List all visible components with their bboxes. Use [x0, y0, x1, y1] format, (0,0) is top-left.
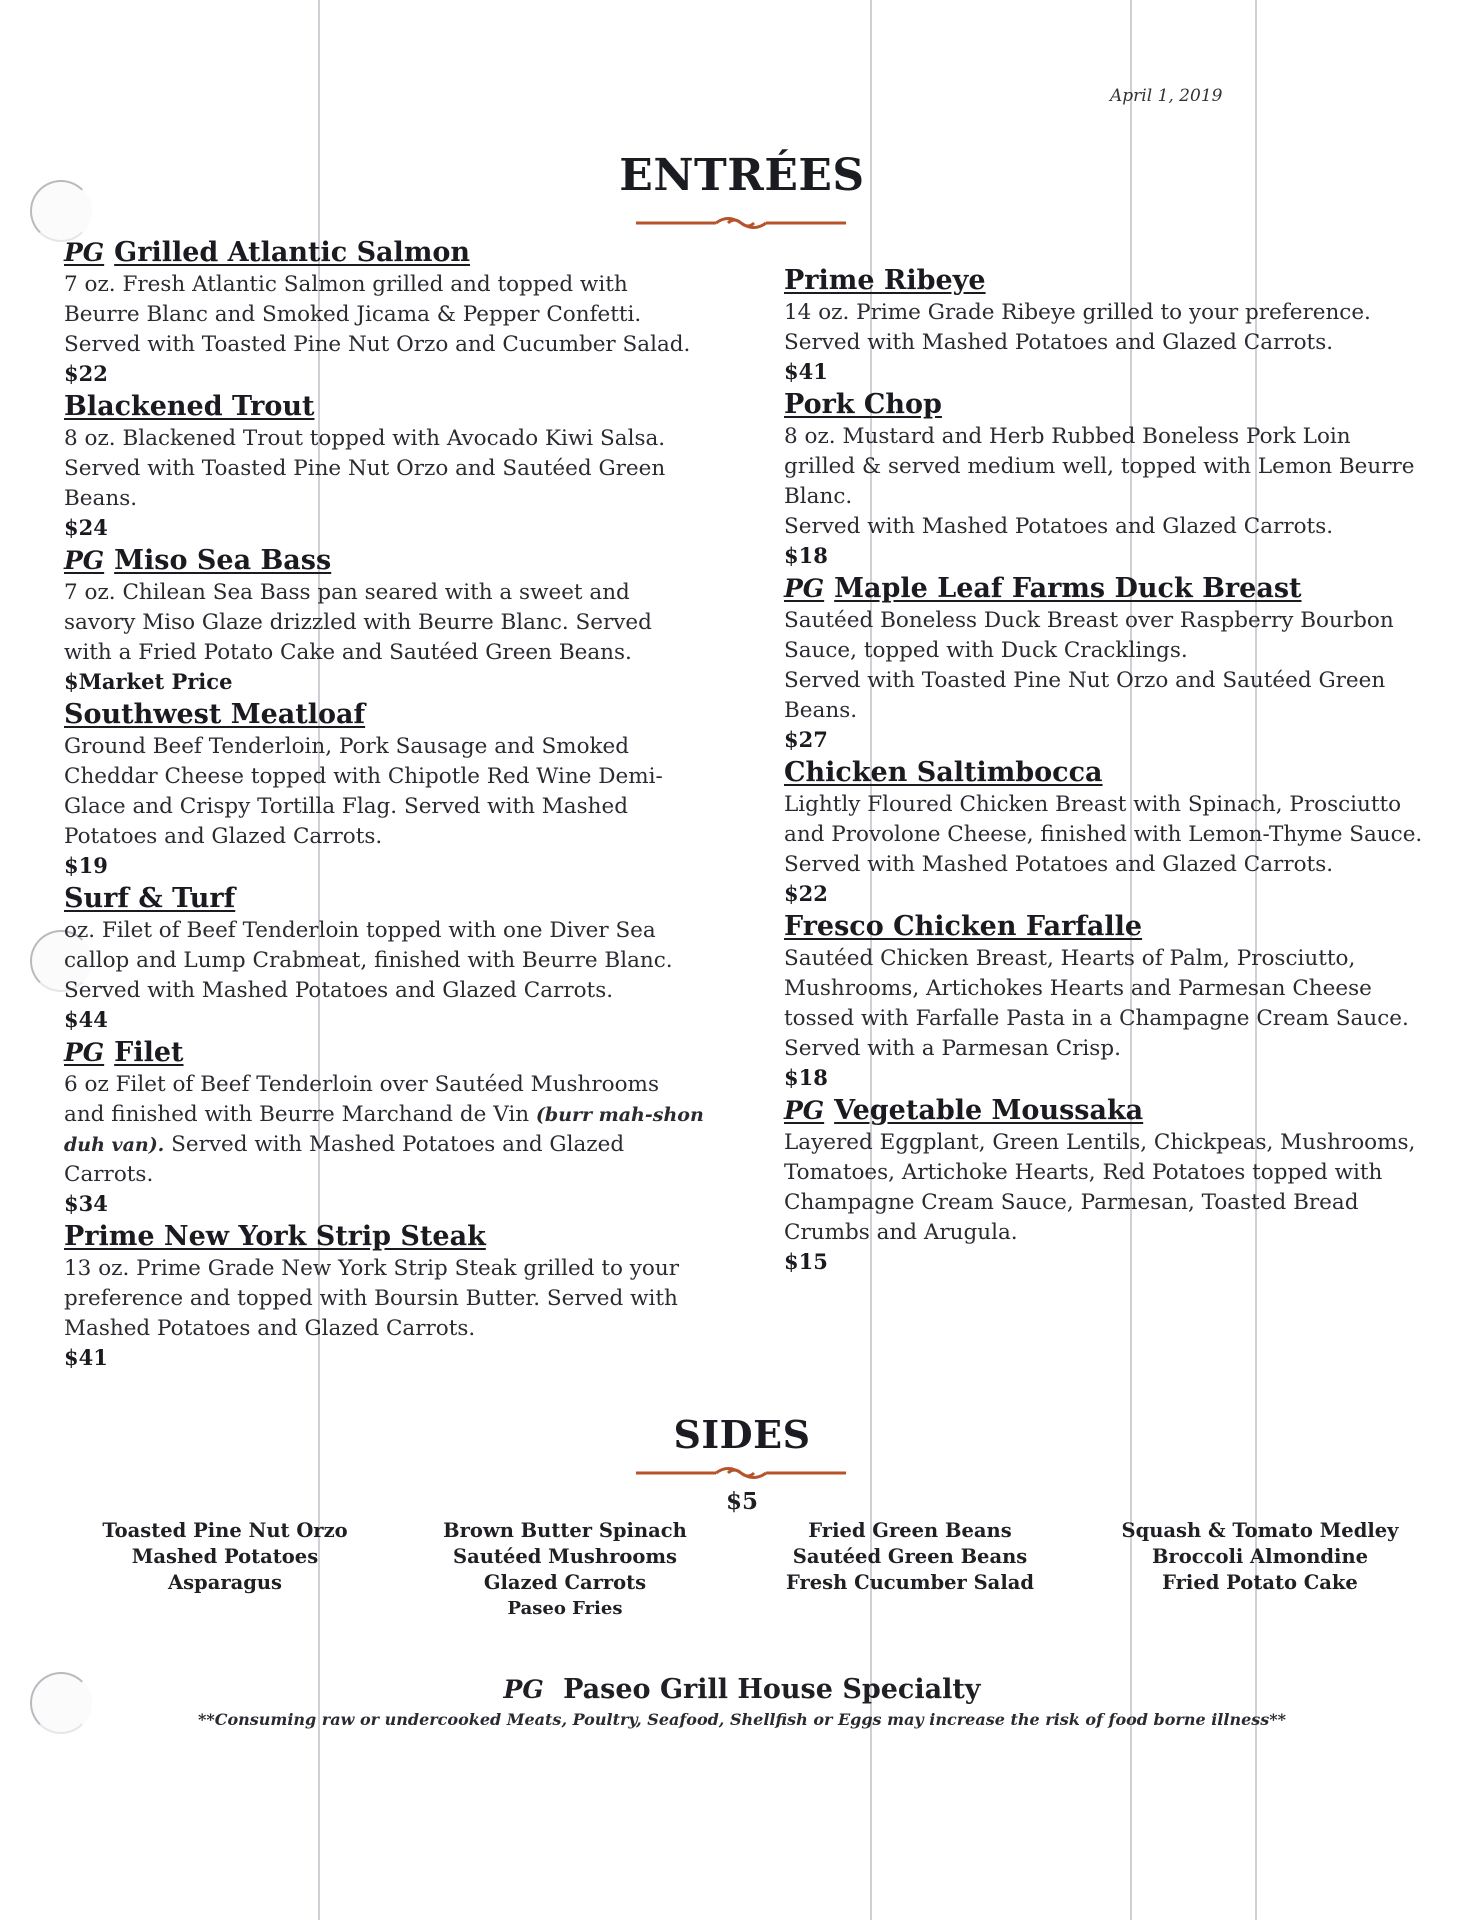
- menu-item-title: Pork Chop: [784, 389, 942, 420]
- description-text: Lightly Floured Chicken Breast with Spinach, Prosciutto and Provolone Cheese, finished with Lemon-Thyme Sauce.: [784, 792, 1423, 847]
- entrees-title: ENTRÉES: [619, 150, 865, 201]
- description-text: Sautéed Chicken Breast, Hearts of Palm, Prosciutto, Mushrooms, Artichokes Hearts and Parmesan Cheese tossed with Farfalle Pasta in a Champagne Cream Sauce.: [784, 946, 1409, 1031]
- side-dish: Fresh Cucumber Salad: [785, 1571, 1034, 1594]
- menu-item-price: $27: [784, 727, 828, 752]
- menu-item-price: $15: [784, 1249, 828, 1274]
- sides-title: SIDES: [673, 1412, 811, 1457]
- pg-logo-icon: PG: [784, 1096, 825, 1125]
- menu-item: [64, 390, 704, 544]
- menu-item: [64, 236, 704, 390]
- pg-logo-icon: PG: [503, 1675, 544, 1704]
- pg-logo-icon: PG: [64, 238, 105, 267]
- menu-item-price: $34: [64, 1191, 108, 1216]
- serving-note: Served with a Parmesan Crisp.: [784, 1036, 1121, 1061]
- menu-item-name: [784, 756, 1424, 790]
- menu-item-title: Grilled Atlantic Salmon: [114, 237, 471, 268]
- menu-item-name: [64, 236, 704, 270]
- side-dish: Squash & Tomato Medley: [1121, 1519, 1399, 1542]
- menu-item-title: Maple Leaf Farms Duck Breast: [834, 573, 1302, 604]
- menu-item: [64, 1036, 704, 1220]
- menu-item-price: $41: [784, 359, 828, 384]
- menu-item-title: Prime Ribeye: [784, 265, 986, 296]
- description-text: oz. Filet of Beef Tenderloin topped with one Diver Sea callop and Lump Crabmeat, finished with Beurre Blanc. Served with Mashed Potatoes and Glazed Carrots.: [64, 918, 673, 1003]
- description-text: 8 oz. Mustard and Herb Rubbed Boneless Pork Loin grilled & served medium well, topped with Lemon Beurre Blanc.: [784, 424, 1415, 509]
- menu-item-price: $Market Price: [64, 669, 233, 694]
- menu-item-name: [64, 390, 704, 424]
- pronunciation-note: (burr mah-shon duh van).: [64, 1104, 704, 1156]
- side-dish: Broccoli Almondine: [1151, 1545, 1369, 1568]
- description-text: 14 oz. Prime Grade Ribeye grilled to your preference. Served with Mashed Potatoes and Glazed Carrots.: [784, 300, 1371, 355]
- menu-item-price: $22: [64, 361, 108, 386]
- menu-item-price: $24: [64, 515, 108, 540]
- menu-item-name: [784, 388, 1424, 422]
- menu-item-title: Fresco Chicken Farfalle: [784, 911, 1143, 942]
- menu-item-description: [784, 298, 1424, 358]
- menu-item-name: [784, 910, 1424, 944]
- side-dish: Mashed Potatoes: [131, 1545, 319, 1568]
- ornament-divider-icon: [636, 212, 846, 234]
- menu-item-title: Prime New York Strip Steak: [64, 1221, 486, 1252]
- side-dish: Toasted Pine Nut Orzo: [102, 1519, 348, 1542]
- menu-item-description: [64, 578, 704, 668]
- menu-item-title: Southwest Meatloaf: [64, 699, 366, 730]
- side-dish: Fried Potato Cake: [1162, 1571, 1358, 1594]
- menu-item-name: [64, 1036, 704, 1070]
- entrees-left-column: [64, 236, 704, 1374]
- menu-item: [784, 1094, 1424, 1278]
- menu-item-name: [64, 882, 704, 916]
- sides-column: [100, 1518, 350, 1596]
- menu-item-description: [64, 916, 704, 1006]
- sides-column: [780, 1518, 1040, 1596]
- menu-item-description: [64, 424, 704, 514]
- menu-item-name: [64, 544, 704, 578]
- menu-item: [784, 756, 1424, 910]
- side-dish: Sautéed Green Beans: [792, 1545, 1028, 1568]
- side-dish: Fried Green Beans: [808, 1519, 1012, 1542]
- pg-logo-icon: PG: [64, 546, 105, 575]
- serving-note: Served with Mashed Potatoes and Glazed Carrots.: [784, 852, 1334, 877]
- menu-item-title: Blackened Trout: [64, 391, 315, 422]
- menu-item-title: Filet: [114, 1037, 184, 1068]
- menu-item-title: Miso Sea Bass: [114, 545, 332, 576]
- menu-item-name: [784, 1094, 1424, 1128]
- side-dish: Glazed Carrots: [483, 1571, 647, 1594]
- menu-item-name: [64, 698, 704, 732]
- menu-item-price: $18: [784, 1065, 828, 1090]
- menu-item: [64, 1220, 704, 1374]
- description-text: 8 oz. Blackened Trout topped with Avocado Kiwi Salsa. Served with Toasted Pine Nut Orzo and Sautéed Green Beans.: [64, 426, 666, 511]
- menu-date: April 1, 2019: [1110, 86, 1223, 106]
- menu-item-description: [64, 1254, 704, 1344]
- menu-item: [784, 264, 1424, 388]
- description-text: Ground Beef Tenderloin, Pork Sausage and Smoked Cheddar Cheese topped with Chipotle Red Wine Demi-Glace and Crispy Tortilla Flag. Served with Mashed Potatoes and Glazed Carrots.: [64, 734, 663, 849]
- entrees-right-column: [784, 264, 1424, 1278]
- sides-column: [1120, 1518, 1400, 1596]
- menu-item-description: [784, 422, 1424, 512]
- menu-item-description: [784, 1128, 1424, 1248]
- side-dish: Sautéed Mushrooms: [453, 1545, 677, 1568]
- menu-item-description: [64, 732, 704, 852]
- description-text: 13 oz. Prime Grade New York Strip Steak grilled to your preference and topped with Boursin Butter. Served with Mashed Potatoes and Glazed Carrots.: [64, 1256, 679, 1341]
- description-text: Sautéed Boneless Duck Breast over Raspberry Bourbon Sauce, topped with Duck Cracklings.: [784, 608, 1394, 663]
- menu-item-name: [64, 1220, 704, 1254]
- menu-item: [64, 882, 704, 1036]
- menu-item-description: [784, 606, 1424, 666]
- menu-item-description: [64, 1070, 704, 1190]
- specialty-legend: [0, 1674, 1484, 1705]
- sides-column: [440, 1518, 690, 1622]
- menu-item-description: [784, 944, 1424, 1034]
- description-text: 7 oz. Chilean Sea Bass pan seared with a sweet and savory Miso Glaze drizzled with Beurre Blanc. Served with a Fried Potato Cake and Sautéed Green Beans.: [64, 580, 652, 665]
- menu-item-title: Vegetable Moussaka: [834, 1095, 1144, 1126]
- side-dish: Asparagus: [167, 1571, 283, 1594]
- specialty-label: Paseo Grill House Specialty: [563, 1674, 981, 1705]
- menu-item-name: [784, 572, 1424, 606]
- menu-item: [64, 544, 704, 698]
- menu-item-title: Chicken Saltimbocca: [784, 757, 1103, 788]
- description-text: 7 oz. Fresh Atlantic Salmon grilled and topped with Beurre Blanc and Smoked Jicama & Pepper Confetti. Served with Toasted Pine Nut Orzo and Cucumber Salad.: [64, 272, 691, 357]
- menu-item: [784, 388, 1424, 572]
- sides-price: $5: [725, 1488, 758, 1515]
- menu-item-description: [784, 790, 1424, 850]
- description-text: 6 oz Filet of Beef Tenderloin over Sautéed Mushrooms and finished with Beurre Marchand de Vin: [64, 1072, 659, 1127]
- menu-item: [64, 698, 704, 882]
- food-safety-disclaimer: **Consuming raw or undercooked Meats, Poultry, Seafood, Shellfish or Eggs may increase the risk of food borne illness**: [197, 1710, 1287, 1729]
- menu-item-price: $22: [784, 881, 828, 906]
- menu-item-price: $41: [64, 1345, 108, 1370]
- serving-note: Served with Mashed Potatoes and Glazed Carrots.: [784, 514, 1334, 539]
- menu-item: [784, 910, 1424, 1094]
- side-dish: Brown Butter Spinach: [443, 1519, 687, 1542]
- menu-item-price: $18: [784, 543, 828, 568]
- menu-item-name: [784, 264, 1424, 298]
- serving-note: Served with Mashed Potatoes and Glazed Carrots.: [64, 1132, 625, 1187]
- menu-item-title: Surf & Turf: [64, 883, 236, 914]
- description-text: Layered Eggplant, Green Lentils, Chickpeas, Mushrooms, Tomatoes, Artichoke Hearts, Red Potatoes topped with Champagne Cream Sauce, Parmesan, Toasted Bread Crumbs and Arugula.: [784, 1130, 1416, 1245]
- pg-logo-icon: PG: [784, 574, 825, 603]
- pg-logo-icon: PG: [64, 1038, 105, 1067]
- menu-item: [784, 572, 1424, 756]
- side-dish: Paseo Fries: [507, 1598, 623, 1619]
- ornament-divider-icon: [636, 1462, 846, 1484]
- menu-item-price: $44: [64, 1007, 108, 1032]
- menu-item-price: $19: [64, 853, 108, 878]
- serving-note: Served with Toasted Pine Nut Orzo and Sautéed Green Beans.: [784, 668, 1386, 723]
- menu-item-description: [64, 270, 704, 360]
